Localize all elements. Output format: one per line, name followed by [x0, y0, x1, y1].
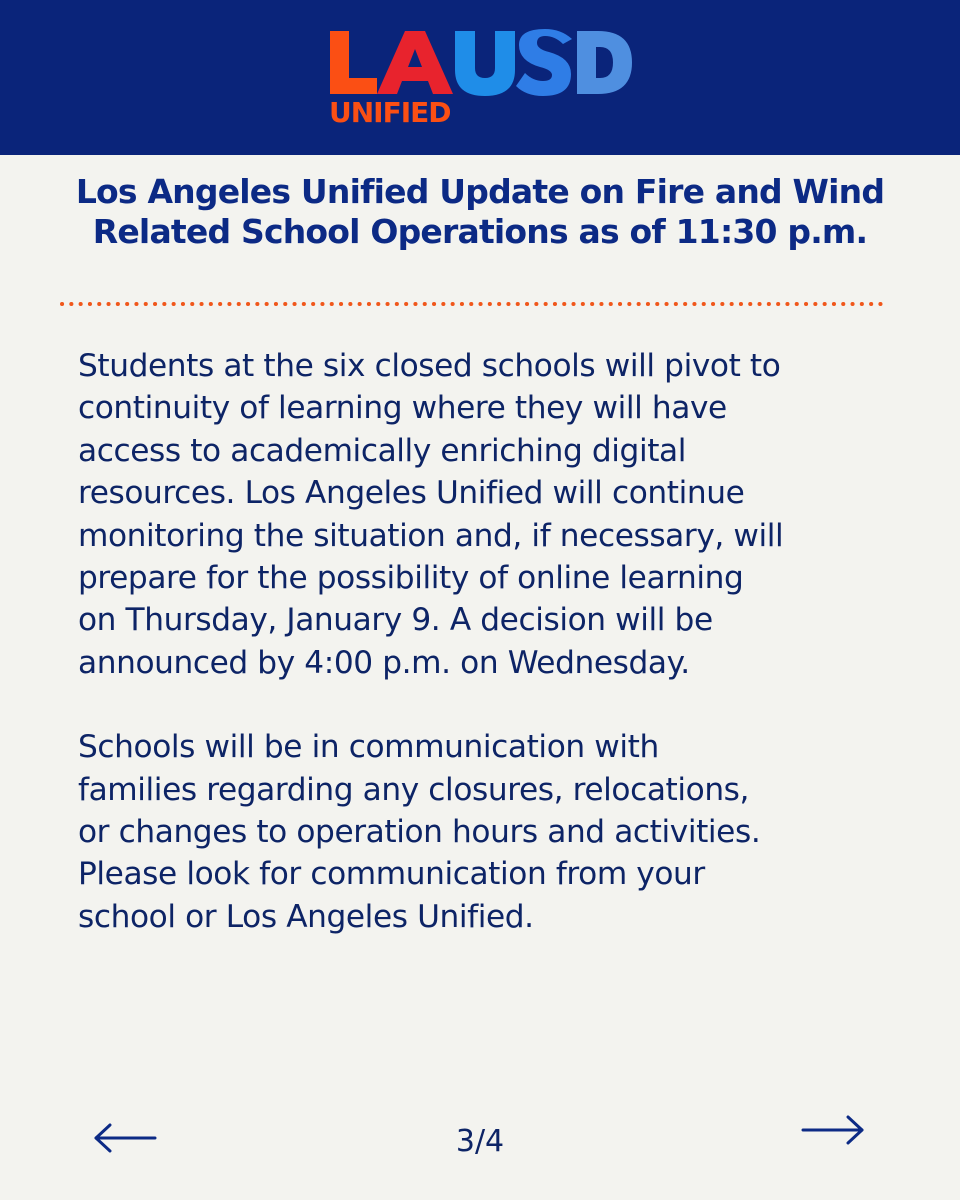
body-text [78, 345, 928, 938]
text-line: monitoring the situation and, if necessary, will [78, 517, 784, 554]
text-line: families regarding any closures, relocations, [78, 771, 750, 808]
text-line: Please look for communication from your [78, 856, 705, 893]
arrow-right-icon [800, 1110, 866, 1150]
paragraph-1 [78, 345, 928, 684]
text-line: continuity of learning where they will have [78, 390, 727, 427]
paragraph-2 [78, 726, 928, 938]
page-title [30, 172, 930, 252]
text-line: access to academically enriching digital [78, 432, 687, 469]
text-line: resources. Los Angeles Unified will continue [78, 475, 745, 512]
logo-unified-text: UNIFIED [329, 96, 451, 124]
text-line: announced by 4:00 p.m. on Wednesday. [78, 644, 690, 681]
next-page-button[interactable] [800, 1110, 866, 1150]
previous-page-button[interactable] [92, 1118, 158, 1158]
text-line: Students at the six closed schools will pivot to [78, 348, 781, 384]
header-banner [0, 0, 960, 155]
text-line: Schools will be in communication with [78, 729, 659, 766]
title-line: Related School Operations as of 11:30 p.m. [92, 212, 868, 251]
text-line: prepare for the possibility of online learning [78, 560, 744, 597]
page-indicator: 3/4 [455, 1124, 505, 1159]
text-line: or changes to operation hours and activities. [78, 814, 761, 851]
lausd-logo [327, 28, 637, 124]
text-line: on Thursday, January 9. A decision will be [78, 602, 713, 639]
title-line: Los Angeles Unified Update on Fire and Wind [75, 172, 885, 211]
dotted-divider [60, 293, 890, 301]
text-line: school or Los Angeles Unified. [78, 898, 534, 935]
arrow-left-icon [92, 1118, 158, 1158]
